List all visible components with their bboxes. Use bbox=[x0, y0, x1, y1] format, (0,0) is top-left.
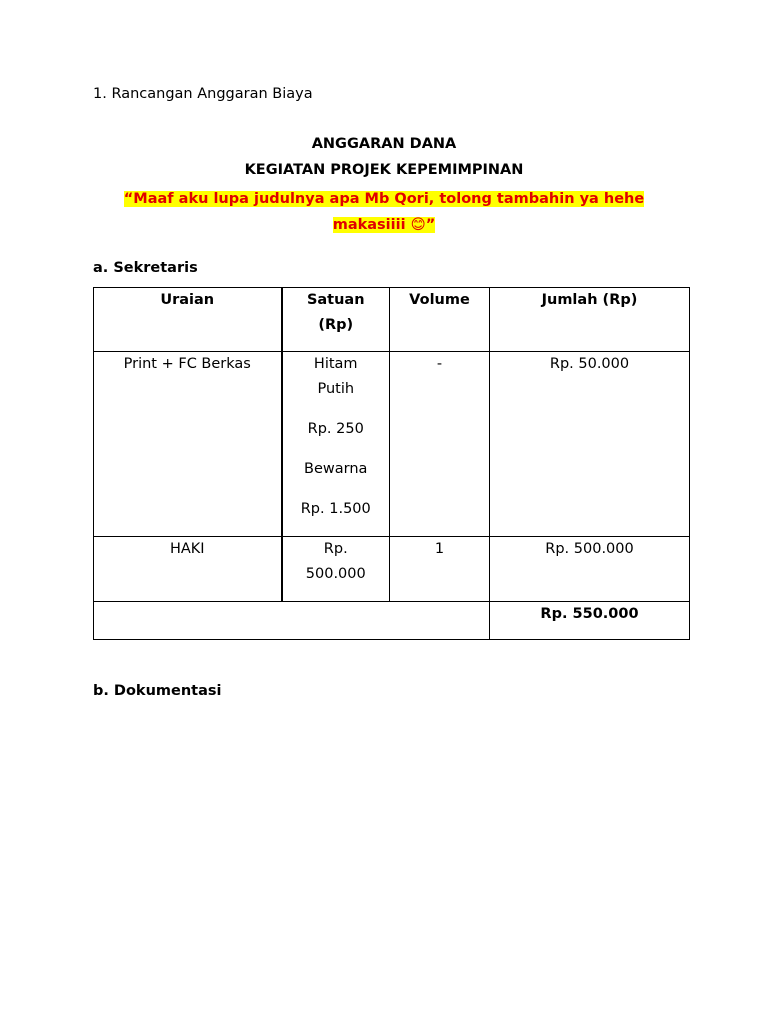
cell-volume: 1 bbox=[390, 537, 490, 602]
satuan-text: Rp. 1.500 bbox=[300, 501, 371, 517]
section-heading: 1. Rancangan Anggaran Biaya bbox=[93, 86, 313, 102]
cell-uraian: HAKI bbox=[94, 537, 282, 602]
table-header-row bbox=[94, 288, 690, 352]
cell-volume: - bbox=[390, 352, 490, 537]
header-satuan-line2: (Rp) bbox=[318, 317, 354, 333]
satuan-text: Hitam bbox=[313, 356, 358, 372]
budget-table bbox=[93, 287, 690, 640]
cell-uraian: Print + FC Berkas bbox=[94, 352, 282, 537]
total-label-cell bbox=[94, 602, 490, 640]
document-title: ANGGARAN DANA bbox=[311, 136, 457, 152]
cell-jumlah: Rp. 50.000 bbox=[490, 352, 690, 537]
cell-satuan bbox=[282, 352, 390, 537]
header-satuan-line1: Satuan bbox=[306, 292, 365, 308]
satuan-text: Rp. bbox=[323, 541, 348, 557]
satuan-text: Putih bbox=[317, 381, 355, 397]
section-b-label: b. Dokumentasi bbox=[93, 683, 222, 699]
table-total-row bbox=[94, 602, 690, 640]
table-row bbox=[94, 537, 690, 602]
header-volume: Volume bbox=[390, 288, 490, 352]
table-row bbox=[94, 352, 690, 537]
cell-satuan bbox=[282, 537, 390, 602]
note-line-1: “Maaf aku lupa judulnya apa Mb Qori, tolong tambahin ya hehe bbox=[123, 191, 645, 207]
header-satuan bbox=[282, 288, 390, 352]
satuan-text: Rp. 250 bbox=[307, 421, 364, 437]
header-uraian: Uraian bbox=[94, 288, 282, 352]
header-jumlah: Jumlah (Rp) bbox=[490, 288, 690, 352]
cell-total: Rp. 550.000 bbox=[490, 602, 690, 640]
satuan-text: 500.000 bbox=[305, 566, 366, 582]
highlighted-note bbox=[0, 186, 768, 238]
section-a-label: a. Sekretaris bbox=[93, 260, 198, 276]
satuan-text: Bewarna bbox=[304, 461, 368, 477]
cell-jumlah: Rp. 500.000 bbox=[490, 537, 690, 602]
document-subtitle: KEGIATAN PROJEK KEPEMIMPINAN bbox=[244, 162, 524, 178]
note-line-2: makasiiii 😊” bbox=[332, 217, 436, 233]
